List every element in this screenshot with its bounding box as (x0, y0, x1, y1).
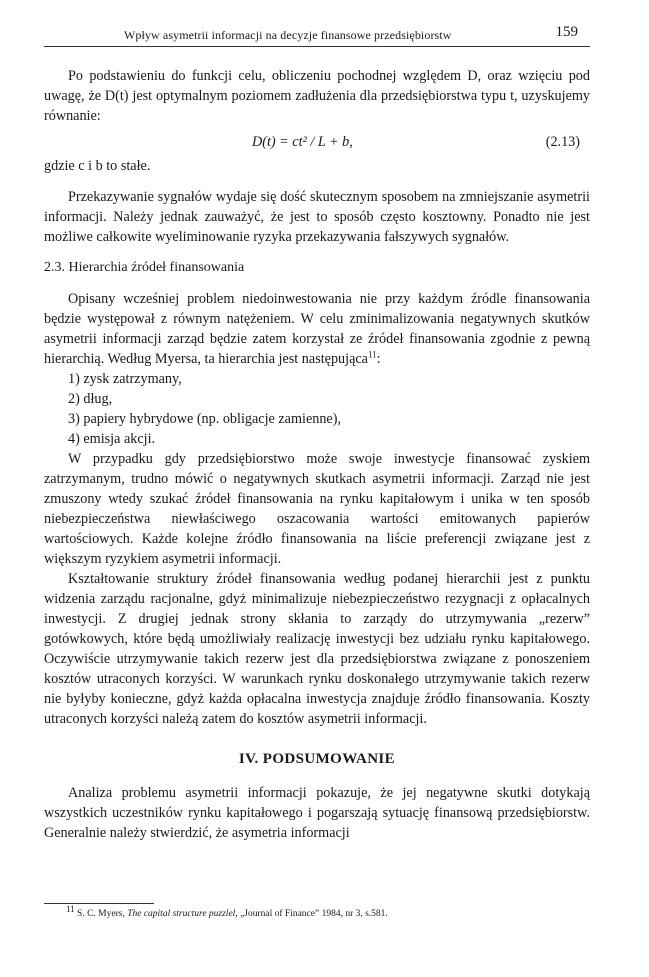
footnote-divider (44, 903, 154, 904)
paragraph-signals: Przekazywanie sygnałów wydaje się dość skutecznym sposobem na zmniejszanie asymetrii informacji. Należy jednak zauważyć, że jest to sposób często kosztowny. Ponadto nie jest możliwe całkowite wyeliminowanie ryzyka przekazywania fałszywych sygnałów. (44, 189, 590, 245)
list-item: 1) zysk zatrzymany, (68, 371, 182, 387)
list-item: 3) papiery hybrydowe (np. obligacje zamienne), (68, 411, 342, 427)
equation-formula: D(t) = ct² / L + b, (252, 134, 353, 150)
footnote-source: „Journal of Finance” 1984, nr 3, s.581. (237, 909, 388, 919)
list-item: 2) dług, (68, 391, 113, 407)
hierarchy-list (44, 369, 590, 449)
paragraph-retained-earnings: W przypadku gdy przedsiębiorstwo może swoje inwestycje finansować zyskiem zatrzymanym, trudno mówić o negatywnych skutkach asymetrii informacji. Zarząd nie jest zmuszony wtedy szukać źródeł finansowania na rynku kapitałowym i unika w ten sposób niebezpieczeństwa niewłaściwego oszacowania wartości emitowanych papierów wartościowych. Każde kolejne źródło finansowania na liście preferencji związane jest z większym ryzykiem asymetrii informacji. (44, 451, 590, 567)
running-title: Wpływ asymetrii informacji na decyzje finansowe przedsiębiorstw (124, 28, 452, 42)
page-body (44, 66, 590, 843)
hierarchy-intro-text: Opisany wcześniej problem niedoinwestowania nie przy każdym źródle finansowania będzie występował z równym natężeniem. W celu zminimalizowania negatywnych skutków asymetrii informacji zarząd będzie zatem korzystał ze źródeł finansowania zgodnie z pewną hierarchią. Według Myersa, ta hierarchia jest następująca (44, 291, 590, 367)
equation-number: (2.13) (545, 134, 580, 150)
footnote-marker: 11 (66, 903, 75, 914)
footnote-title: The capital structure puzzlel, (127, 909, 238, 919)
equation-2-13 (44, 132, 590, 152)
paragraph-hierarchy-intro (44, 289, 590, 369)
page-number: 159 (555, 24, 578, 40)
paragraph-summary: Analiza problemu asymetrii informacji pokazuje, że jej negatywne skutki dotykają wszystkich uczestników rynku kapitałowego i pogarszają sytuację finansową przedsiębiorstw. Generalnie należy stwierdzić, że asymetria informacji (44, 785, 590, 841)
list-item: 4) emisja akcji. (68, 431, 156, 447)
footnote-ref: 11 (367, 349, 377, 360)
running-header (44, 24, 590, 47)
hierarchy-intro-end: : (376, 351, 381, 367)
subsection-title: 2.3. Hierarchia źródeł finansowania (44, 260, 245, 275)
paragraph-financing-structure: Kształtowanie struktury źródeł finansowania według podanej hierarchii jest z punktu widzenia zarządu racjonalne, gdyż minimalizuje niebezpieczeństwo rezygnacji z opłacalnych inwestycji. Z drugiej jednak strony skłania to zarządy do utrzymywania „rezerw” gotówkowych, które będą umożliwiały realizację inwestycji bez udziału rynku kapitałowego. Oczywiście utrzymywanie takich rezerw jest dla przedsiębiorstwa związane z ponoszeniem kosztów utraconych korzyści. W warunkach rynku doskonałego utrzymywanie takich rezerw nie byłyby konieczne, gdyż każda opłacalna inwestycja znajduje źródło finansowania. Koszty utraconych korzyści należą zatem do kosztów asymetrii informacji. (44, 571, 590, 727)
paragraph-derivation: Po podstawieniu do funkcji celu, obliczeniu pochodnej względem D, oraz wzięciu pod uwagę, że D(t) jest optymalnym poziomem zadłużenia dla przedsiębiorstwa typu t, uzyskujemy równanie: (44, 68, 590, 124)
paragraph-constants: gdzie c i b to stałe. (44, 158, 151, 174)
footnote-author: S. C. Myers, (77, 909, 128, 919)
section-heading: IV. PODSUMOWANIE (238, 751, 396, 767)
footnote (66, 903, 586, 920)
